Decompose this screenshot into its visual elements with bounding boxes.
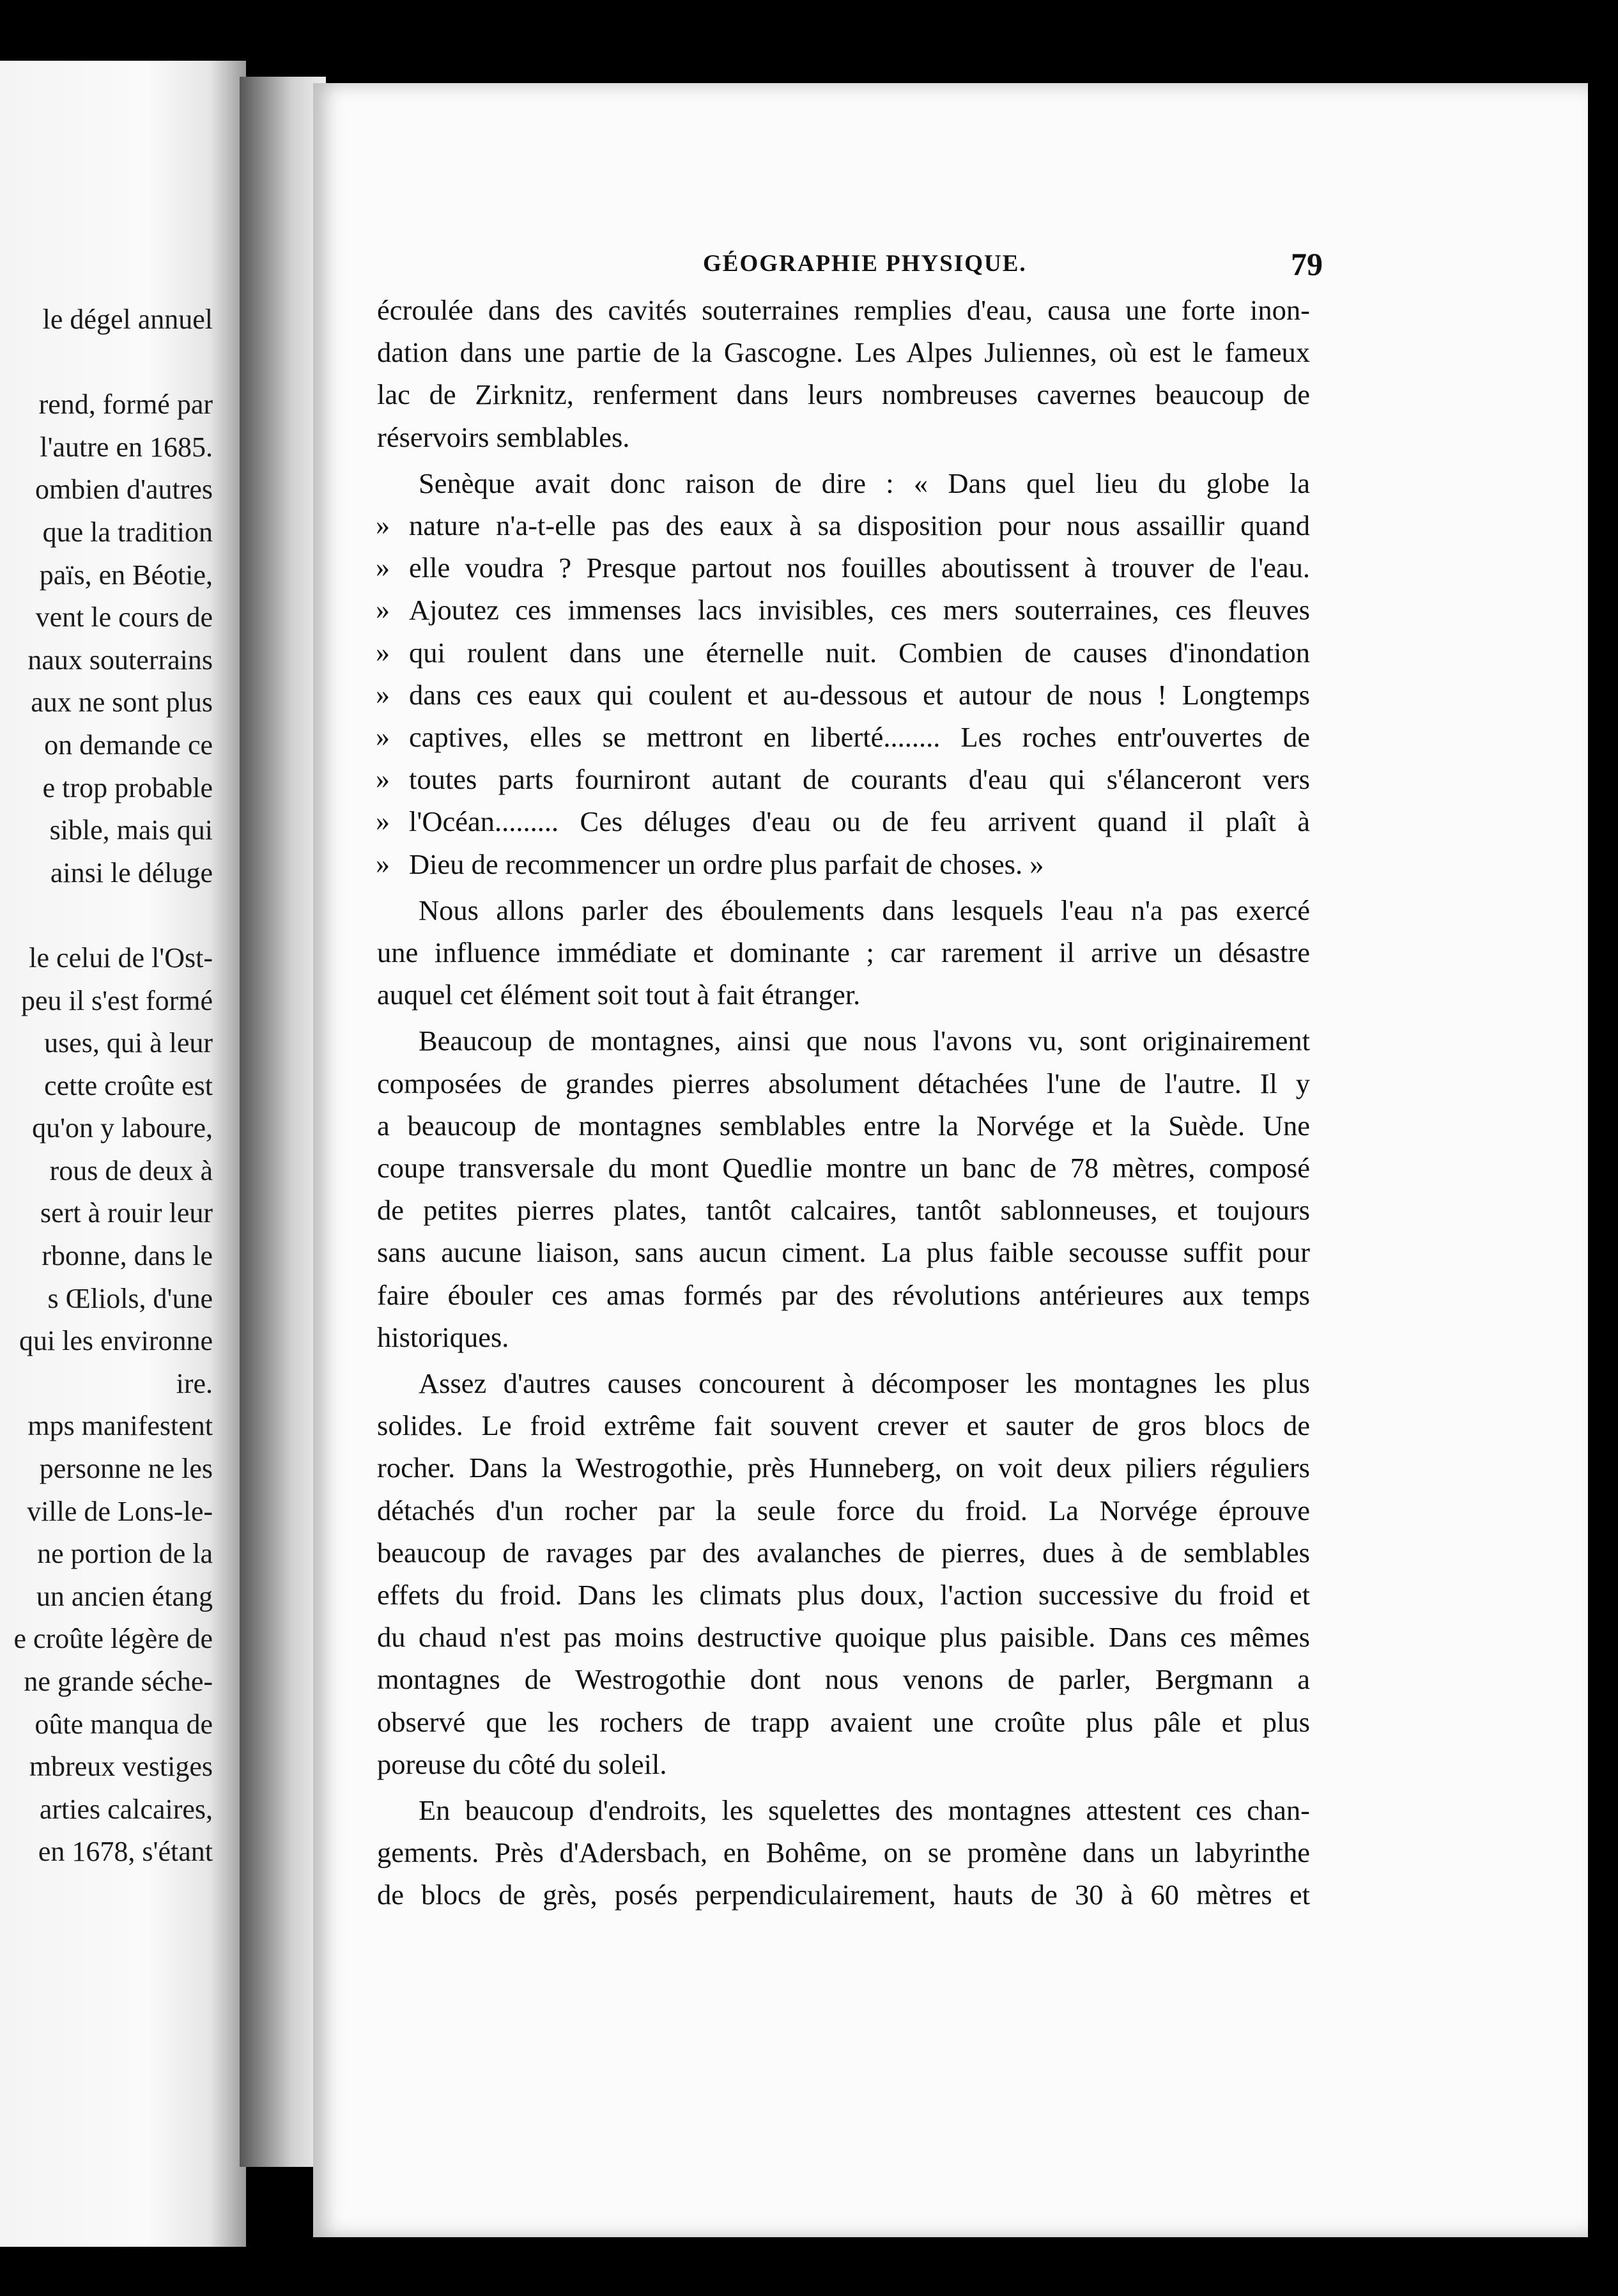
text-line: historiques. [377,1321,509,1353]
left-page-line [0,894,213,937]
left-page-line: e trop probable [42,772,213,803]
quote-mark: » [376,552,390,584]
text-line: qui roulent dans une éternelle nuit. Combien de causes d'inondation [409,636,1310,669]
text-line: toutes parts fourniront autant de courants d'eau qui s'élanceront vers [409,763,1310,796]
text-line: Beaucoup de montagnes, ainsi que nous l'avons vu, sont originairement [419,1025,1310,1057]
text-line: auquel cet élément soit tout à fait étranger. [377,979,861,1011]
left-page-line: sible, mais qui [49,814,213,846]
quote-mark: » [376,678,390,710]
left-page-line: le celui de l'Ost- [29,942,213,973]
quote-mark: » [376,594,390,626]
page-header [313,242,1588,286]
text-line: observé que les rochers de trapp avaient une croûte plus pâle et plus [377,1705,1310,1738]
quote-mark: » [376,721,390,752]
text-line: Dieu de recommencer un ordre plus parfait de choses. » [409,848,1044,880]
left-page-line: qui les environne [19,1325,213,1357]
left-page-line: ville de Lons-le- [27,1495,213,1527]
left-page-line: sert à rouir leur [40,1197,213,1229]
text-line: elle voudra ? Presque partout nos fouilles aboutissent à trouver de l'eau. [409,552,1310,584]
text-line: solides. Le froid extrême fait souvent crever et sauter de gros blocs de [377,1409,1310,1442]
left-page-line: ne portion de la [37,1538,213,1570]
quote-mark: » [376,848,390,880]
quote-mark: » [376,763,390,795]
left-page-line: rend, formé par [38,389,213,421]
left-page-line: le dégel annuel [42,304,213,335]
text-line: gements. Près d'Adersbach, en Bohême, on se promène dans un labyrinthe [377,1836,1310,1869]
left-page-line: oûte manqua de [35,1708,213,1740]
text-line: dans ces eaux qui coulent et au-dessous et autour de nous ! Longtemps [409,678,1310,711]
left-page-line: mbreux vestiges [29,1751,213,1783]
text-line: captives, elles se mettront en liberté........ Les roches entr'ouvertes de [409,721,1310,753]
text-line: Ajoutez ces immenses lacs invisibles, ces mers souterraines, ces fleuves [409,594,1310,626]
text-line: poreuse du côté du soleil. [377,1748,667,1780]
left-page-line: uses, qui à leur [44,1027,213,1059]
left-page-line: ombien d'autres [35,474,213,506]
left-page-line: que la tradition [42,516,213,548]
left-page-text [0,299,213,1873]
text-line: Assez d'autres causes concourent à décomposer les montagnes les plus [419,1367,1310,1399]
text-line: de blocs de grès, posés perpendiculairement, hauts de 30 à 60 mètres et [377,1879,1310,1911]
left-page-line: païs, en Béotie, [39,559,213,591]
left-page-line: aux ne sont plus [31,686,213,718]
text-line: réservoirs semblables. [377,421,630,453]
text-line: montagnes de Westrogothie dont nous venons de parler, Bergmann a [377,1663,1310,1696]
left-page-line: ire. [176,1367,213,1399]
left-page-line: qu'on y laboure, [32,1112,213,1144]
left-page-line: peu il s'est formé [21,984,213,1016]
left-facing-page [0,61,246,2247]
quote-mark: » [376,509,390,541]
right-page [313,83,1588,2237]
left-page-line: naux souterrains [27,644,213,676]
left-page-line: ainsi le déluge [50,857,213,888]
text-line: lac de Zirknitz, renferment dans leurs nombreuses cavernes beaucoup de [377,378,1310,411]
text-line: de petites pierres plates, tantôt calcaires, tantôt sablonneuses, et toujours [377,1194,1310,1227]
left-page-line: s Œliols, d'une [47,1282,213,1314]
text-line: dation dans une partie de la Gascogne. Les Alpes Juliennes, où est le fameux [377,336,1310,369]
quote-mark: » [376,805,390,837]
text-line: l'Océan......... Ces déluges d'eau ou de feu arrivent quand il plaît à [409,805,1310,838]
text-line: effets du froid. Dans les climats plus doux, l'action successive du froid et [377,1579,1310,1611]
page-number: 79 [1291,246,1323,282]
left-page-line: rbonne, dans le [42,1240,213,1272]
text-line: Senèque avait donc raison de dire : « Dans quel lieu du globe la [419,467,1310,499]
text-line: du chaud n'est pas moins destructive quoique plus paisible. Dans ces mêmes [377,1621,1310,1654]
running-title: GÉOGRAPHIE PHYSIQUE. [703,251,1027,277]
left-page-line: mps manifestent [27,1410,213,1442]
text-line: nature n'a-t-elle pas des eaux à sa disposition pour nous assaillir quand [409,509,1310,541]
left-page-line: cette croûte est [44,1069,213,1101]
left-page-line: vent le cours de [35,601,213,633]
text-line: écroulée dans des cavités souterraines remplies d'eau, causa une forte inon- [377,294,1310,326]
left-page-line: personne ne les [39,1453,213,1485]
left-page-line [0,341,213,384]
left-page-line: en 1678, s'étant [38,1836,213,1868]
text-line: En beaucoup d'endroits, les squelettes des montagnes attestent ces chan- [419,1794,1310,1826]
left-page-line: un ancien étang [36,1580,213,1612]
quote-mark: » [376,636,390,668]
left-page-line: rous de deux à [49,1154,213,1186]
left-page-line: ne grande séche- [24,1666,213,1697]
text-line: coupe transversale du mont Quedlie montre un banc de 78 mètres, composé [377,1152,1310,1184]
text-line: Nous allons parler des éboulements dans lesquels l'eau n'a pas exercé [419,894,1310,926]
text-line: détachés d'un rocher par la seule force du froid. La Norvége éprouve [377,1494,1310,1526]
text-line: rocher. Dans la Westrogothie, près Hunneberg, on voit deux piliers réguliers [377,1452,1310,1484]
text-line: a beaucoup de montagnes semblables entre la Norvége et la Suède. Une [377,1109,1310,1142]
text-line: faire ébouler ces amas formés par des révolutions antérieures aux temps [377,1278,1310,1311]
text-line: une influence immédiate et dominante ; car rarement il arrive un désastre [377,936,1310,968]
left-page-line: e croûte légère de [13,1623,213,1655]
left-page-line: on demande ce [44,729,213,761]
left-page-line: arties calcaires, [39,1793,213,1825]
left-page-line: l'autre en 1685. [40,431,213,463]
text-line: beaucoup de ravages par des avalanches de pierres, dues à de semblables [377,1536,1310,1569]
text-line: sans aucune liaison, sans aucun ciment. La plus faible secousse suffit pour [377,1236,1310,1269]
text-line: composées de grandes pierres absolument détachées l'une de l'autre. Il y [377,1067,1310,1099]
